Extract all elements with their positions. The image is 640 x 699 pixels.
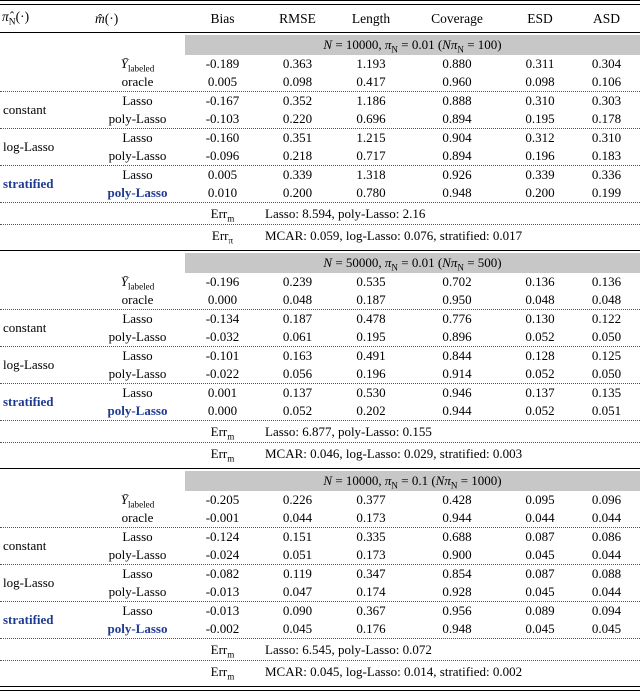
row-group [0, 91, 640, 128]
table-header-row [0, 5, 640, 33]
metric-value: 0.956 [442, 603, 472, 618]
row-group [0, 346, 640, 383]
metric-value: 0.128 [525, 348, 555, 363]
metric-value: 0.052 [282, 403, 313, 418]
error-metric-values: MCAR: 0.059, log-Lasso: 0.076, stratified: 0.017 [265, 228, 523, 243]
metric-value: 0.339 [525, 167, 555, 182]
m-column-header: m̂(·) [95, 10, 119, 26]
metric-value: 0.044 [525, 510, 555, 525]
metric-value: 0.888 [442, 93, 472, 108]
m-estimator-label: Lasso [122, 93, 153, 108]
metric-value: 0.200 [525, 185, 555, 200]
metric-value: 0.363 [282, 56, 313, 71]
metric-value: -0.160 [205, 130, 240, 145]
metric-value: 0.045 [525, 621, 555, 636]
section-header-spacer [0, 35, 185, 55]
metric-value: 0.045 [282, 621, 313, 636]
error-row-spacer [0, 225, 185, 246]
metric-value: 0.061 [282, 329, 313, 344]
error-row [0, 224, 640, 246]
error-row-spacer [0, 661, 185, 682]
metric-value: 0.195 [356, 329, 386, 344]
metric-value: 0.904 [442, 130, 472, 145]
metric-value: 0.048 [525, 292, 555, 307]
metric-value: 0.048 [282, 292, 313, 307]
row-group [0, 383, 640, 420]
m-estimator-label: poly-Lasso [108, 366, 167, 381]
metric-value: 0.226 [282, 492, 313, 507]
metric-value: -0.205 [205, 492, 240, 507]
error-row [0, 202, 640, 224]
rmse-column-header: RMSE [279, 10, 316, 26]
pi-estimator-label: constant [3, 102, 47, 117]
metric-value: 0.052 [525, 403, 555, 418]
m-estimator-label: poly-Lasso [108, 148, 167, 163]
pi-estimator-label: log-Lasso [3, 575, 55, 590]
metric-value: 0.151 [282, 529, 313, 544]
metric-value: 0.688 [442, 529, 472, 544]
asd-column-header: ASD [592, 10, 620, 26]
m-estimator-label: $Ȳ_{labeled}$ [120, 492, 155, 510]
metric-value: 0.304 [591, 56, 622, 71]
m-estimator-label: Lasso [122, 130, 153, 145]
pi-estimator-label: stratified [3, 612, 54, 627]
metric-value: 0.174 [356, 584, 386, 599]
metric-value: 0.717 [356, 148, 386, 163]
metric-value: 0.044 [282, 510, 313, 525]
metric-value: 0.195 [525, 111, 555, 126]
metric-value: 0.176 [356, 621, 386, 636]
error-row [0, 660, 640, 682]
metric-value: 0.052 [525, 329, 555, 344]
metric-value: 0.135 [591, 385, 622, 400]
metric-value: 0.044 [591, 510, 622, 525]
error-row-spacer [0, 421, 185, 442]
metric-value: 0.005 [207, 74, 238, 89]
m-estimator-label: oracle [121, 74, 154, 89]
error-metric-label: Err$_m$ [210, 424, 235, 442]
metric-value: 0.187 [282, 311, 313, 326]
m-estimator-label: oracle [121, 510, 154, 525]
esd-column-header: ESD [527, 10, 553, 26]
metric-value: 0.946 [442, 385, 472, 400]
row-group [0, 527, 640, 564]
metric-value: -0.022 [205, 366, 240, 381]
m-estimator-label: Lasso [122, 167, 153, 182]
error-metric-values: Lasso: 8.594, poly-Lasso: 2.16 [265, 206, 426, 221]
pi-column-header: $\pî_N(\cdot)$ [2, 8, 30, 28]
m-estimator-label: $Ȳ_{labeled}$ [120, 274, 155, 292]
m-estimator-label: Lasso [122, 603, 153, 618]
row-group [0, 491, 640, 527]
bottom-double-rule [0, 686, 640, 691]
m-estimator-label: Lasso [122, 529, 153, 544]
metric-value: 0.335 [356, 529, 386, 544]
metric-value: 0.377 [356, 492, 386, 507]
pi-estimator-label: stratified [3, 176, 54, 191]
metric-value: 0.000 [207, 403, 238, 418]
metric-value: 0.090 [282, 603, 313, 618]
metric-value: -0.082 [205, 566, 240, 581]
metric-value: 0.045 [525, 547, 555, 562]
metric-value: 0.702 [442, 274, 472, 289]
metric-value: 0.535 [356, 274, 386, 289]
length-column-header: Length [351, 10, 391, 26]
error-row-spacer [0, 639, 185, 660]
metric-value: 0.914 [442, 366, 472, 381]
metric-value: 1.193 [356, 56, 386, 71]
metric-value: 0.122 [591, 311, 622, 326]
row-group [0, 165, 640, 202]
metric-value: 0.048 [591, 292, 622, 307]
error-metric-label: Err$_\pi$ [211, 228, 234, 246]
metric-value: 0.056 [282, 366, 313, 381]
m-estimator-label: poly-Lasso [107, 403, 168, 418]
metric-value: 0.173 [356, 547, 386, 562]
m-estimator-label: $Ȳ_{labeled}$ [120, 56, 155, 74]
error-metric-values: Lasso: 6.877, poly-Lasso: 0.155 [265, 424, 432, 439]
metric-value: 0.051 [282, 547, 313, 562]
metric-value: 0.098 [525, 74, 555, 89]
error-row [0, 420, 640, 442]
metric-value: 0.044 [591, 584, 622, 599]
metric-value: 0.196 [356, 366, 386, 381]
row-group [0, 564, 640, 601]
m-estimator-label: Lasso [122, 385, 153, 400]
metric-value: 0.900 [442, 547, 472, 562]
section-header-row [0, 253, 640, 273]
error-metric-label: Err$_m$ [210, 642, 235, 660]
m-estimator-label: Lasso [122, 311, 153, 326]
metric-value: 0.948 [442, 621, 472, 636]
metric-value: 0.880 [442, 56, 472, 71]
metric-value: 0.106 [591, 74, 622, 89]
metric-value: 0.428 [442, 492, 472, 507]
metric-value: 0.183 [591, 148, 622, 163]
metric-value: 1.186 [356, 93, 386, 108]
metric-value: 0.045 [525, 584, 555, 599]
metric-value: 0.312 [525, 130, 555, 145]
metric-value: 0.696 [356, 111, 386, 126]
metric-value: 0.098 [282, 74, 313, 89]
metric-value: 0.310 [591, 130, 622, 145]
error-row-spacer [0, 443, 185, 464]
metric-value: 0.010 [207, 185, 238, 200]
metric-value: 0.095 [525, 492, 555, 507]
error-metric-label: Err$_m$ [210, 664, 235, 682]
metric-value: 0.220 [282, 111, 313, 126]
metric-value: 0.050 [591, 329, 622, 344]
metric-value: 0.950 [442, 292, 472, 307]
m-estimator-label: poly-Lasso [108, 111, 167, 126]
metric-value: 0.352 [282, 93, 313, 108]
metric-value: 0.894 [442, 148, 472, 163]
metric-value: 0.044 [591, 547, 622, 562]
metric-value: 0.944 [442, 510, 472, 525]
metric-value: -0.124 [205, 529, 240, 544]
pi-estimator-label: log-Lasso [3, 357, 55, 372]
metric-value: -0.001 [205, 510, 240, 525]
metric-value: 0.303 [591, 93, 622, 108]
error-row-spacer [0, 203, 185, 224]
error-row [0, 442, 640, 464]
metric-value: 0.137 [525, 385, 555, 400]
metric-value: 0.896 [442, 329, 472, 344]
metric-value: 0.336 [591, 167, 622, 182]
metric-value: 0.137 [282, 385, 313, 400]
metric-value: 0.163 [282, 348, 313, 363]
error-metric-values: Lasso: 6.545, poly-Lasso: 0.072 [265, 642, 432, 657]
row-group [0, 128, 640, 165]
metric-value: 0.339 [282, 167, 313, 182]
metric-value: -0.024 [205, 547, 240, 562]
metric-value: 0.173 [356, 510, 386, 525]
error-metric-label: Err$_m$ [210, 206, 235, 224]
metric-value: -0.096 [205, 148, 240, 163]
metric-value: 0.136 [591, 274, 622, 289]
section-header-spacer [0, 253, 185, 273]
m-estimator-label: Lasso [122, 348, 153, 363]
pi-estimator-label: stratified [3, 394, 54, 409]
metric-value: 0.047 [282, 584, 313, 599]
metric-value: 0.960 [442, 74, 472, 89]
metric-value: -0.189 [205, 56, 240, 71]
metric-value: 0.351 [282, 130, 313, 145]
section-header-row [0, 35, 640, 55]
pi-estimator-label: constant [3, 320, 47, 335]
table-block [0, 468, 640, 686]
metric-value: 0.096 [591, 492, 622, 507]
metric-value: 0.218 [282, 148, 313, 163]
metric-value: 0.854 [442, 566, 472, 581]
metric-value: 0.239 [282, 274, 313, 289]
metric-value: 0.347 [356, 566, 386, 581]
metric-value: 1.215 [356, 130, 386, 145]
metric-value: 0.367 [356, 603, 386, 618]
pi-estimator-label: constant [3, 538, 47, 553]
metric-value: -0.002 [205, 621, 240, 636]
metric-value: 0.125 [591, 348, 622, 363]
m-estimator-label: Lasso [122, 566, 153, 581]
metric-value: 0.948 [442, 185, 472, 200]
row-group [0, 309, 640, 346]
metric-value: 0.119 [283, 566, 312, 581]
metric-value: 0.178 [591, 111, 622, 126]
metric-value: 1.318 [356, 167, 386, 182]
metric-value: 0.051 [591, 403, 622, 418]
section-title: N = 10000, $\pi_N = 0.1$ $(N\pi_N = 1000)$ [185, 471, 640, 491]
table-blocks [0, 35, 640, 686]
m-estimator-label: poly-Lasso [108, 329, 167, 344]
error-metric-values: MCAR: 0.045, log-Lasso: 0.014, stratified: 0.002 [265, 664, 523, 679]
metric-value: 0.187 [356, 292, 386, 307]
table-block [0, 250, 640, 468]
section-title: N = 10000, $\pi_N = 0.01$ $(N\pi_N = 100)$ [185, 35, 640, 55]
metric-value: 0.052 [525, 366, 555, 381]
error-row [0, 638, 640, 660]
metric-value: 0.776 [442, 311, 472, 326]
bias-column-header: Bias [210, 10, 235, 26]
section-header-row [0, 471, 640, 491]
metric-value: 0.530 [356, 385, 386, 400]
metric-value: 0.045 [591, 621, 622, 636]
metric-value: 0.311 [525, 56, 555, 71]
metric-value: 0.086 [591, 529, 622, 544]
coverage-column-header: Coverage [431, 10, 483, 26]
metric-value: 0.094 [591, 603, 622, 618]
metric-value: 0.136 [525, 274, 555, 289]
metric-value: 0.478 [356, 311, 386, 326]
metric-value: 0.087 [525, 529, 555, 544]
row-group [0, 601, 640, 638]
metric-value: 0.000 [207, 292, 238, 307]
metric-value: 0.944 [442, 403, 472, 418]
m-estimator-label: poly-Lasso [108, 547, 167, 562]
metric-value: -0.196 [205, 274, 240, 289]
metric-value: 0.928 [442, 584, 472, 599]
m-estimator-label: poly-Lasso [107, 621, 168, 636]
metric-value: 0.005 [207, 167, 238, 182]
m-estimator-label: poly-Lasso [107, 185, 168, 200]
metric-value: 0.089 [525, 603, 555, 618]
m-estimator-label: oracle [121, 292, 154, 307]
metric-value: 0.199 [591, 185, 622, 200]
metric-value: -0.013 [205, 584, 240, 599]
metric-value: 0.894 [442, 111, 472, 126]
metric-value: -0.013 [205, 603, 240, 618]
metric-value: 0.088 [591, 566, 622, 581]
metric-value: 0.200 [282, 185, 313, 200]
metric-value: 0.202 [356, 403, 386, 418]
metric-value: 0.001 [207, 385, 238, 400]
metric-value: 0.050 [591, 366, 622, 381]
metric-value: 0.196 [525, 148, 555, 163]
metric-value: 0.417 [356, 74, 386, 89]
metric-value: 0.844 [442, 348, 472, 363]
metric-value: -0.032 [205, 329, 240, 344]
metric-value: 0.780 [356, 185, 386, 200]
m-estimator-label: poly-Lasso [108, 584, 167, 599]
section-header-spacer [0, 471, 185, 491]
error-metric-label: Err$_m$ [210, 446, 235, 464]
table-block [0, 35, 640, 250]
section-title: N = 50000, $\pi_N = 0.01$ $(N\pi_N = 500)$ [185, 253, 640, 273]
metric-value: -0.134 [205, 311, 240, 326]
metric-value: -0.101 [205, 348, 240, 363]
row-group [0, 55, 640, 91]
metric-value: 0.130 [525, 311, 555, 326]
metric-value: 0.087 [525, 566, 555, 581]
metric-value: 0.491 [356, 348, 386, 363]
pi-estimator-label: log-Lasso [3, 139, 55, 154]
metric-value: 0.926 [442, 167, 472, 182]
metric-value: -0.103 [205, 111, 240, 126]
metric-value: -0.167 [205, 93, 240, 108]
metric-value: 0.310 [525, 93, 555, 108]
row-group [0, 273, 640, 309]
error-metric-values: MCAR: 0.046, log-Lasso: 0.029, stratified: 0.003 [265, 446, 523, 461]
